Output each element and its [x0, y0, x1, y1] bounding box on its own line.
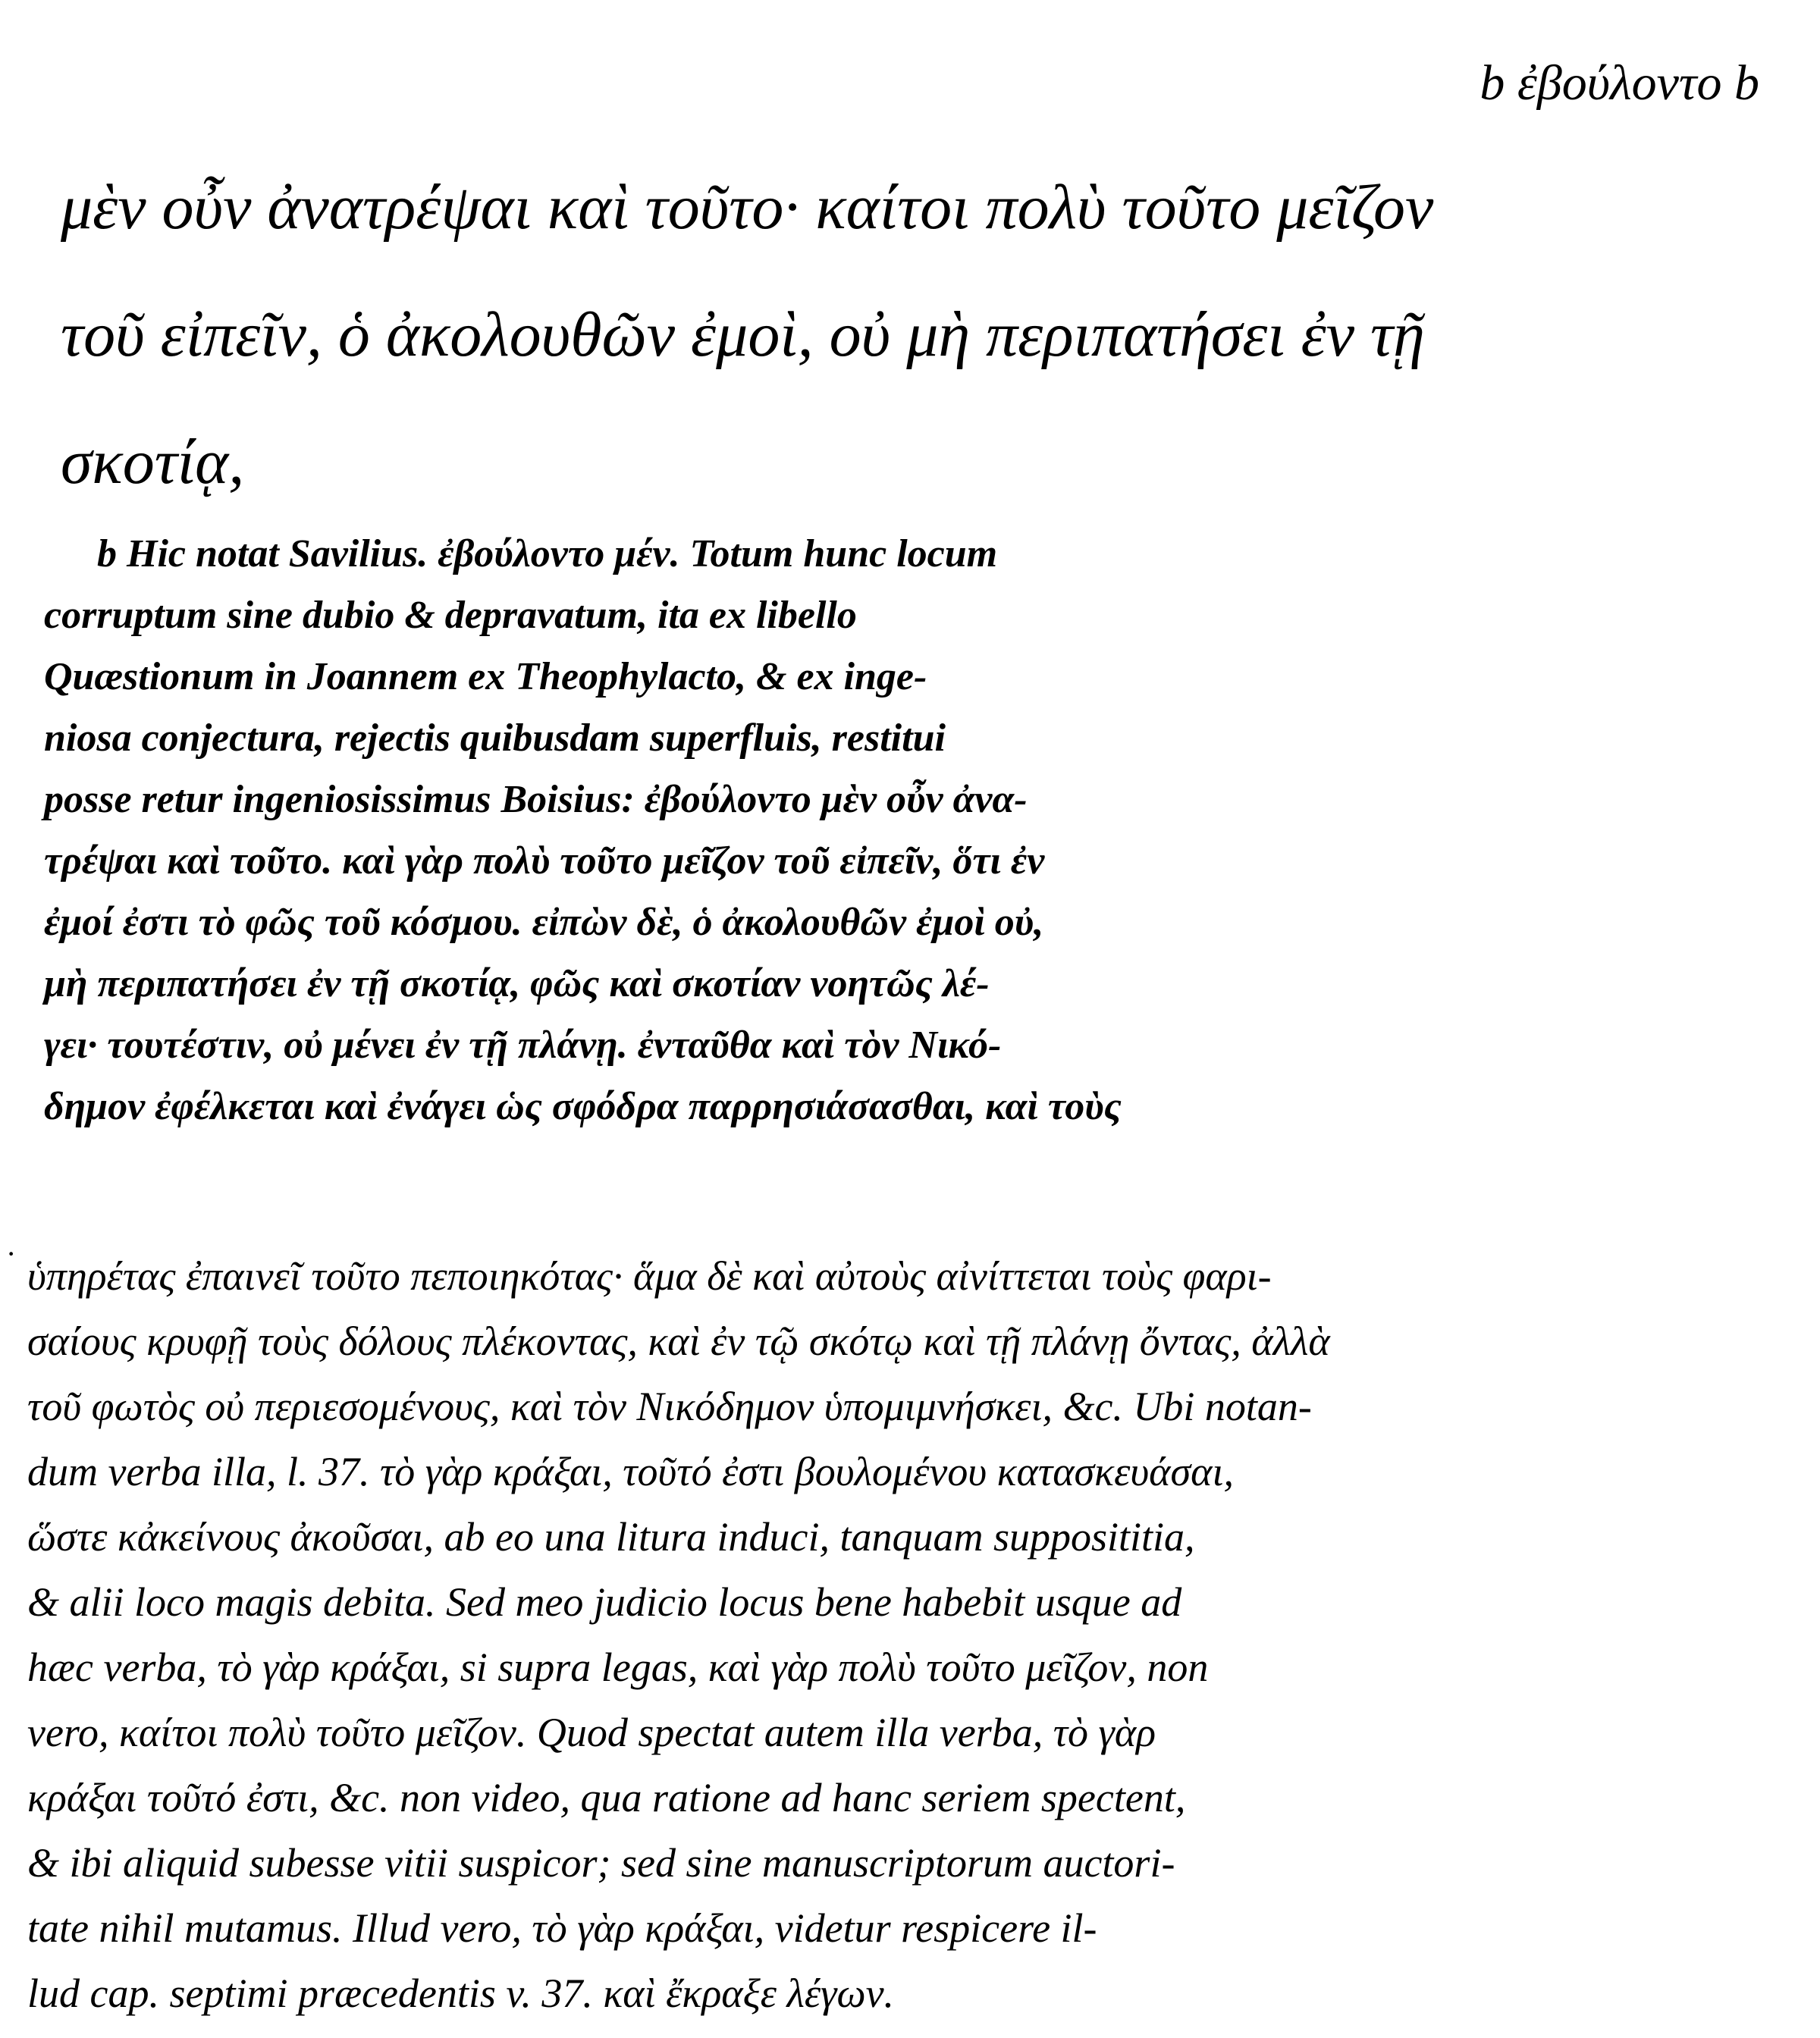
main-greek-text [61, 144, 1729, 526]
footnote-line: τρέψαι καὶ τοῦτο. καὶ γὰρ πολὺ τοῦτο μεῖζον τοῦ εἰπεῖν, ὅτι ἐν [44, 839, 1045, 883]
footnote-continuation-line: lud cap. septimi præcedentis v. 37. καὶ ἔκραξε λέγων. [27, 1971, 895, 2016]
main-text-line: σκοτίᾳ, [61, 427, 245, 497]
footnote-continuation-line: σαίους κρυφῇ τοὺς δόλους πλέκοντας, καὶ ἐν τῷ σκότῳ καὶ τῇ πλάνῃ ὄντας, ἀλλὰ [27, 1318, 1330, 1364]
main-text-line: τοῦ εἰπεῖν, ὁ ἀκολουθῶν ἐμοὶ, οὐ μὴ περιπατήσει ἐν τῇ [61, 299, 1425, 370]
footnote-block [44, 523, 1485, 1137]
footnote-line: γει· τουτέστιν, οὐ μένει ἐν τῇ πλάνῃ. ἐνταῦθα καὶ τὸν Νικό- [44, 1024, 1002, 1067]
footnote-continuation-line: & alii loco magis debita. Sed meo judicio locus bene habebit usque ad [27, 1579, 1182, 1625]
footnote-continuation-line: vero, καίτοι πολὺ τοῦτο μεῖζον. Quod spectat autem illa verba, τὸ γὰρ [27, 1710, 1156, 1755]
footnote-continuation-line: τοῦ φωτὸς οὐ περιεσομένους, καὶ τὸν Νικόδημον ὑπομιμνήσκει, &c. Ubi notan- [27, 1384, 1312, 1429]
footnote-line: posse retur ingeniosissimus Boisius: ἐβούλοντο μὲν οὖν ἀνα- [44, 778, 1028, 821]
footnote-continuation-line: & ibi aliquid subesse vitii suspicor; sed sine manuscriptorum auctori- [27, 1840, 1175, 1886]
footnote-line: Quæstionum in Joannem ex Theophylacto, & ex inge- [44, 655, 927, 698]
footnote-line: niosa conjectura, rejectis quibusdam superfluis, restitui [44, 716, 946, 760]
footnote-continuation-line: ὑπηρέτας ἐπαινεῖ τοῦτο πεποιηκότας· ἅμα δὲ καὶ αὐτοὺς αἰνίττεται τοὺς φαρι- [27, 1253, 1272, 1299]
main-text-line: μὲν οὖν ἀνατρέψαι καὶ τοῦτο· καίτοι πολὺ τοῦτο μεῖζον [61, 172, 1434, 243]
footnote-continuation-line: hæc verba, τὸ γὰρ κράξαι, si supra legas, καὶ γὰρ πολὺ τοῦτο μεῖζον, non [27, 1645, 1209, 1690]
footnote-line: μὴ περιπατήσει ἐν τῇ σκοτίᾳ, φῶς καὶ σκοτίαν νοητῶς λέ- [44, 962, 990, 1005]
footnote-continuation-line: tate nihil mutamus. Illud vero, τὸ γὰρ κράξαι, videtur respicere il- [27, 1905, 1097, 1951]
margin-dot: · [6, 1237, 17, 1271]
footnote-line: δημον ἐφέλκεται καὶ ἐνάγει ὡς σφόδρα παρρησιάσασθαι, καὶ τοὺς [44, 1085, 1122, 1128]
footnote-continuation [27, 1243, 1794, 2026]
footnote-continuation-line: dum verba illa, l. 37. τὸ γὰρ κράξαι, τοῦτό ἐστι βουλομένου κατασκευάσαι, [27, 1449, 1234, 1494]
footnote-continuation-line: κράξαι τοῦτό ἐστι, &c. non video, qua ratione ad hanc seriem spectent, [27, 1775, 1186, 1820]
footnote-line: b Hic notat Savilius. ἐβούλοντο μέν. Totum hunc locum [97, 532, 998, 575]
footnote-continuation-line: ὥστε κἀκείνους ἀκοῦσαι, ab eo una litura induci, tanquam supposititia, [27, 1514, 1195, 1560]
marginal-note: b ἐβούλοντο b [1480, 55, 1759, 111]
footnote-line: ἐμοί ἐστι τὸ φῶς τοῦ κόσμου. εἰπὼν δὲ, ὁ ἀκολουθῶν ἐμοὶ οὐ, [44, 901, 1044, 944]
footnote-line: corruptum sine dubio & depravatum, ita ex libello [44, 594, 857, 637]
